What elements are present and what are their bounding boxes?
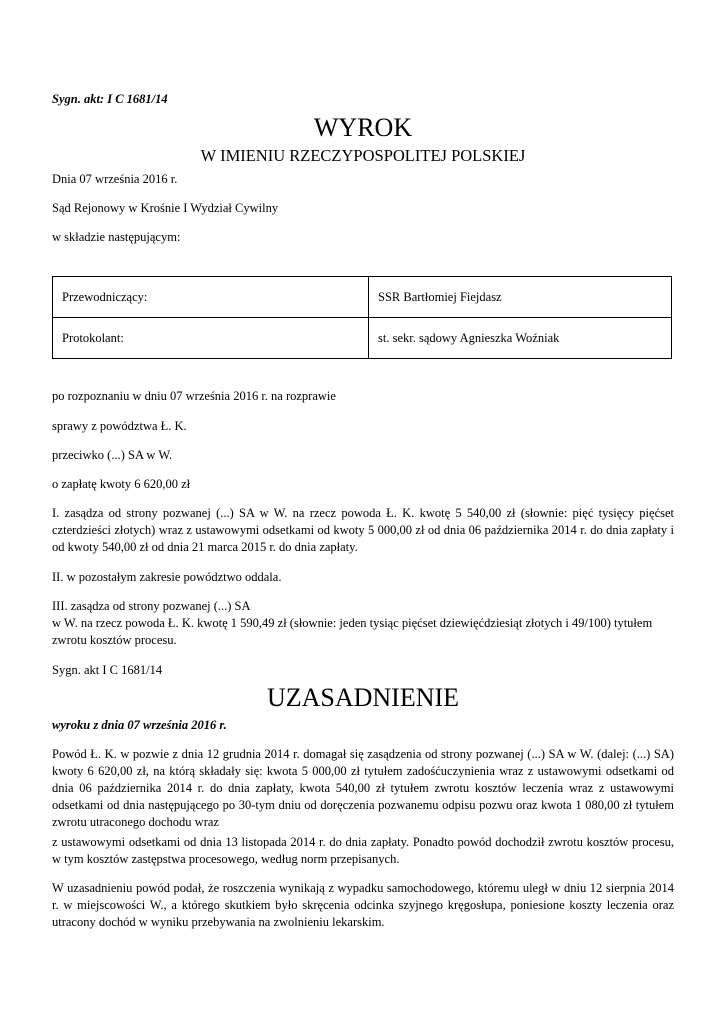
ruling-item: II. w pozostałym zakresie powództwo oddala.: [52, 570, 282, 584]
ruling-item: I. zasądza od strony pozwanej (...) SA w W. na rzecz powoda Ł. K. kwotę 5 540,00 zł (słownie: pięć tysięcy pięćset czterdzieści złotych) wraz z ustawowymi odsetkami od kwoty 5 000,00 zł od dnia 06 października 2014 r. do dnia zapłaty i od kwoty 540,00 zł od dnia 21 marca 2015 r. do dnia zapłaty.: [52, 506, 674, 554]
case-number-secondary: Sygn. akt I C 1681/14: [52, 663, 163, 677]
court-panel-table: [52, 276, 672, 359]
proceedings-line: o zapłatę kwoty 6 620,00 zł: [52, 477, 191, 491]
panel-role: Protokolant:: [53, 318, 369, 359]
table-row: [53, 277, 672, 318]
ruling-item: w W. na rzecz powoda Ł. K. kwotę 1 590,49 zł (słownie: jeden tysiąc pięćset dziewięćdziesiąt złotych i 49/100) tytułem zwrotu kosztów procesu.: [52, 616, 653, 647]
judgment-title: WYROK: [313, 113, 413, 142]
panel-person: SSR Bartłomiej Fiejdasz: [369, 277, 672, 318]
court-name: Sąd Rejonowy w Krośnie I Wydział Cywilny: [52, 201, 279, 215]
justification-paragraph: z ustawowymi odsetkami od dnia 13 listopada 2014 r. do dnia zapłaty. Ponadto powód dochodził zwrotu kosztów procesu, w tym kosztów zastępstwa procesowego, według norm przepisanych.: [52, 835, 674, 866]
justification-subtitle: wyroku z dnia 07 września 2016 r.: [52, 718, 227, 732]
judgment-date: Dnia 07 września 2016 r.: [52, 172, 178, 186]
justification-paragraph: W uzasadnieniu powód podał, że roszczenia wynikają z wypadku samochodowego, któremu uległ w dniu 12 sierpnia 2014 r. w miejscowości W., a którego skutkiem było skręcenia odcinka szyjnego kręgosłupa, poniesione koszty leczenia oraz utracony dochód w wyniku przebywania na zwolnieniu lekarskim.: [52, 881, 674, 929]
composition-label: w składzie następującym:: [52, 230, 181, 244]
justification-title: UZASADNIENIE: [266, 683, 460, 712]
ruling-item: III. zasądza od strony pozwanej (...) SA: [52, 599, 251, 613]
judgment-subtitle: W IMIENIU RZECZYPOSPOLITEJ POLSKIEJ: [200, 146, 526, 165]
table-row: [53, 318, 672, 359]
case-number: Sygn. akt: I C 1681/14: [52, 92, 168, 106]
proceedings-line: sprawy z powództwa Ł. K.: [52, 419, 187, 433]
justification-paragraph: Powód Ł. K. w pozwie z dnia 12 grudnia 2014 r. domagał się zasądzenia od strony pozwanej (...) SA w W. (dalej: (...) SA) kwoty 6 620,00 zł, na którą składały się: kwota 5 000,00 zł tytułem zadośćuczynienia wraz z ustawowymi odsetkami od dnia 06 października 2014 r. do dnia zapłaty, kwota 540,00 zł tytułem zwrotu kosztów leczenia wraz z ustawowymi odsetkami od dnia następującego po 30-tym dniu od doręczenia pozwanemu odpisu pozwu oraz kwota 1 080,00 zł tytułem zwrotu utraconego dochodu wraz: [52, 747, 674, 829]
proceedings-line: przeciwko (...) SA w W.: [52, 448, 173, 462]
panel-person: st. sekr. sądowy Agnieszka Woźniak: [369, 318, 672, 359]
proceedings-line: po rozpoznaniu w dniu 07 września 2016 r. na rozprawie: [52, 389, 336, 403]
panel-role: Przewodniczący:: [53, 277, 369, 318]
